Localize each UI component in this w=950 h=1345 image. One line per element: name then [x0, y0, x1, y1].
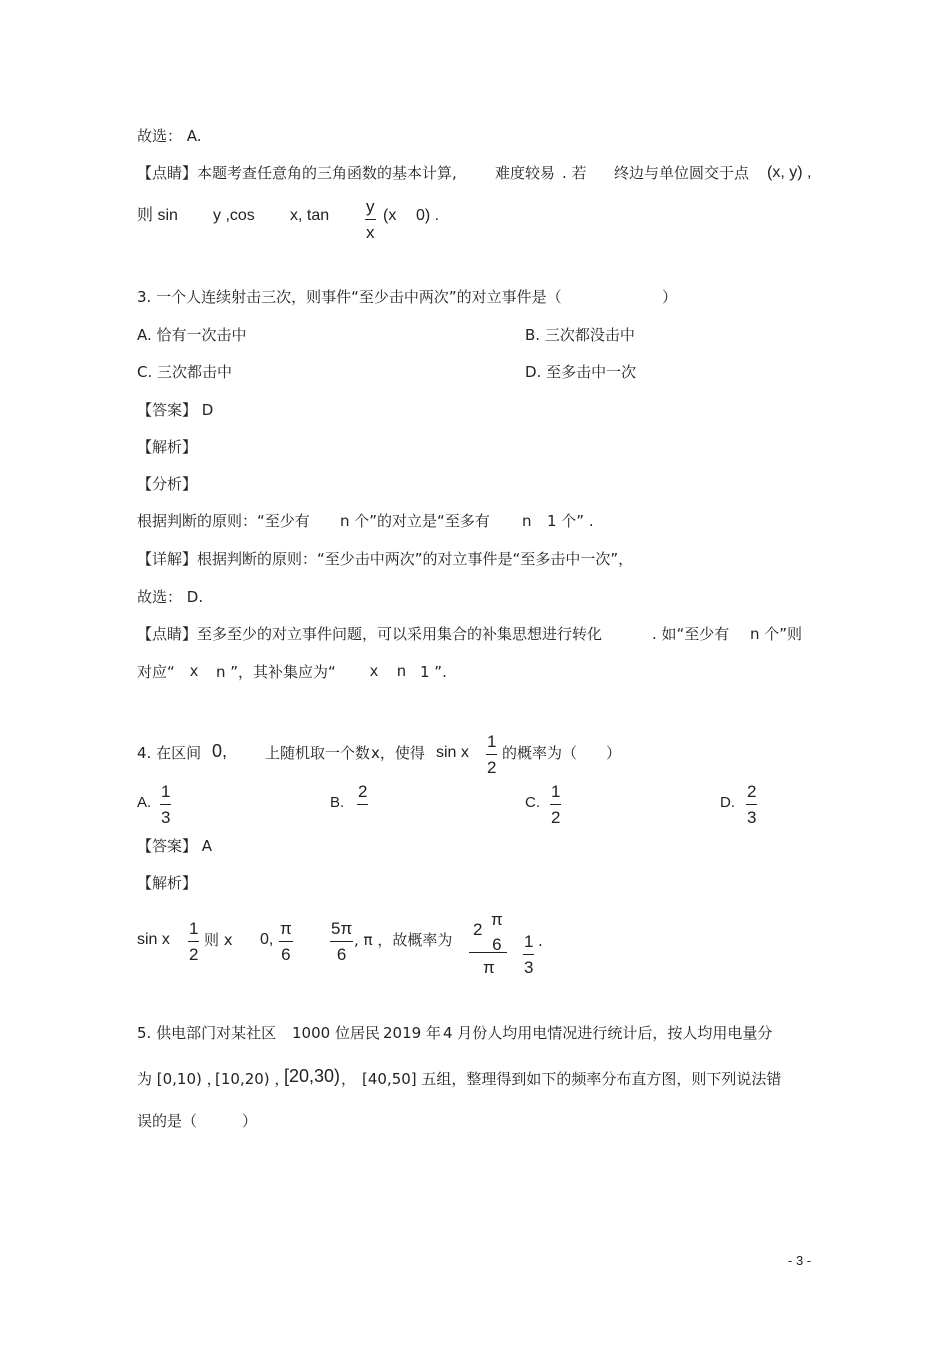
q3-corr-e: n — [397, 663, 406, 680]
q5-line1-b: 1000 位居民 — [292, 1024, 380, 1042]
q3-corr-a: 对应“ — [137, 663, 175, 681]
q4-stem-fraction-num: 1 — [486, 731, 497, 755]
q4-option-d-num: 2 — [746, 781, 757, 805]
q4-stem-e: sin x — [436, 744, 469, 761]
q5-line2-c: [20,30) — [284, 1066, 341, 1086]
tan-fraction-num: y — [365, 196, 376, 220]
q4-option-a-label: A. — [137, 794, 152, 811]
dianjing-label-1: 【点睛】本题考查任意角的三角函数的基本计算, — [137, 164, 457, 182]
q3-stem-close: ） — [662, 288, 678, 306]
q4-option-d-label: D. — [720, 794, 735, 811]
q4-option-b-fraction — [357, 781, 368, 805]
q5-line2-b: [10,20) ， — [215, 1070, 290, 1088]
q4-sol-sin: sin x — [137, 931, 170, 948]
then-tan: x, tan — [290, 207, 330, 224]
dianjing-ruo: . 若 — [562, 164, 587, 182]
q4-option-d-den: 3 — [747, 808, 757, 827]
q4-sol-fraction-4 — [523, 931, 534, 979]
q3-corr-c: n ”，其补集应为“ — [216, 663, 336, 681]
q3-rule-a: 根据判断的原则：“至少有 — [137, 512, 310, 530]
q5-line3-a: 误的是（ — [137, 1112, 198, 1130]
q3-fenxi: 【分析】 — [137, 475, 198, 493]
q4-sol-prob-text: , π ，故概率为 — [354, 931, 453, 949]
q4-option-c-fraction — [550, 781, 561, 829]
q3-rule-d: 1 个” . — [547, 512, 594, 530]
q4-sol-fraction-2-num: π — [279, 918, 293, 942]
q3-corr-d: x — [370, 663, 378, 680]
q4-sol-fraction-4-num: 1 — [523, 931, 534, 955]
q4-option-b-label: B. — [330, 794, 345, 811]
dianjing-difficulty: 难度较易 — [495, 164, 556, 182]
guxuan-a-line: 故选： A. — [137, 127, 202, 145]
q3-stem: 3. 一个人连续射击三次，则事件“至少击中两次”的对立事件是（ — [137, 288, 562, 306]
q4-stem-b: 0, — [212, 741, 228, 761]
q3-corr-b: x — [190, 663, 198, 680]
q4-sol-big-bar — [469, 952, 507, 953]
q4-sol-big-inner-num: π — [491, 910, 503, 929]
q4-sol-big-den: π — [483, 958, 495, 977]
q4-sol-then-x: 则 x — [204, 931, 233, 949]
q5-line1-d: 4 月份人均用电情况进行统计后，按人均用电量分 — [443, 1024, 773, 1042]
q5-line2-d: ， — [341, 1070, 357, 1088]
q3-corr-f: 1 ”. — [420, 663, 447, 681]
q4-option-a-fraction — [160, 781, 171, 829]
q4-stem-c: 上随机取一个数 — [265, 744, 371, 762]
q3-rule-c: n — [522, 512, 532, 530]
page-number: - 3 - — [788, 1253, 812, 1268]
q4-sol-fraction-2 — [279, 918, 293, 966]
q4-stem-d: x，使得 — [371, 744, 425, 762]
q3-option-a: A. 恰有一次击中 — [137, 326, 247, 344]
q4-option-b-num: 2 — [357, 781, 368, 805]
q4-sol-zero: 0, — [260, 931, 274, 948]
q5-line3-b: ） — [242, 1112, 258, 1130]
then-zero: 0) . — [416, 207, 440, 224]
q3-detail: 【详解】根据判断的原则：“至少击中两次”的对立事件是“至多击中一次”， — [137, 550, 634, 568]
q4-sol-end: . — [538, 932, 543, 950]
point-xy: (x, y) , — [767, 164, 812, 181]
q4-option-c-num: 1 — [550, 781, 561, 805]
q4-stem-fraction-den: 2 — [487, 758, 497, 777]
q5-line2-e: [40,50] 五组，整理得到如下的频率分布直方图，则下列说法错 — [362, 1070, 782, 1088]
then-x-cond: (x — [383, 207, 397, 224]
q4-jiexi: 【解析】 — [137, 874, 198, 892]
q5-line1-c: 2019 年 — [383, 1024, 441, 1042]
q3-option-c: C. 三次都击中 — [137, 363, 233, 381]
q3-guxuan: 故选： D. — [137, 588, 204, 606]
q3-dianjing-b: . 如“至少有 — [652, 625, 730, 643]
then-sin: 则 sin — [137, 207, 178, 224]
q4-sol-fraction-1-num: 1 — [188, 918, 199, 942]
q4-stem-fraction — [486, 731, 497, 779]
dianjing-terminal-side: 终边与单位圆交于点 — [614, 164, 750, 182]
q4-option-a-den: 3 — [161, 808, 171, 827]
q4-answer: 【答案】 A — [137, 837, 213, 855]
q4-option-c-den: 2 — [551, 808, 561, 827]
q4-stem-f: 的概率为（ — [502, 744, 578, 762]
q3-jiexi: 【解析】 — [137, 438, 198, 456]
q4-sol-fraction-2-den: 6 — [281, 945, 291, 964]
q5-line1-a: 5. 供电部门对某社区 — [137, 1024, 277, 1042]
q4-option-c-label: C. — [525, 794, 540, 811]
q4-sol-fraction-1 — [188, 918, 199, 966]
q3-dianjing-c: n 个”则 — [750, 625, 803, 643]
q4-sol-fraction-1-den: 2 — [189, 945, 199, 964]
q4-option-a-num: 1 — [160, 781, 171, 805]
q3-dianjing-a: 【点睛】至多至少的对立事件问题，可以采用集合的补集思想进行转化 — [137, 625, 603, 643]
then-cos: y ,cos — [213, 207, 255, 224]
q3-rule-b: n 个”的对立是“至多有 — [340, 512, 490, 530]
q3-option-b: B. 三次都没击中 — [525, 326, 635, 344]
q4-sol-fraction-3-den: 6 — [336, 945, 347, 964]
q4-sol-fraction-3-num: 5π — [330, 918, 353, 942]
q3-option-d: D. 至多击中一次 — [525, 363, 637, 381]
q4-sol-big-inner — [490, 909, 504, 956]
q4-option-d-fraction — [746, 781, 757, 829]
tan-fraction-den: x — [366, 223, 375, 242]
q4-stem-a: 4. 在区间 — [137, 744, 202, 762]
q4-sol-big-top-2: 2 — [473, 920, 483, 939]
q3-answer: 【答案】 D — [137, 401, 214, 419]
q4-stem-g: ） — [606, 744, 622, 762]
q4-sol-fraction-4-den: 3 — [524, 958, 534, 977]
tan-fraction — [365, 196, 376, 244]
q4-sol-fraction-3 — [330, 918, 353, 966]
q4-sol-big-inner-den: 6 — [492, 935, 502, 954]
q5-line2-a: 为 [0,10) ， — [137, 1070, 222, 1088]
